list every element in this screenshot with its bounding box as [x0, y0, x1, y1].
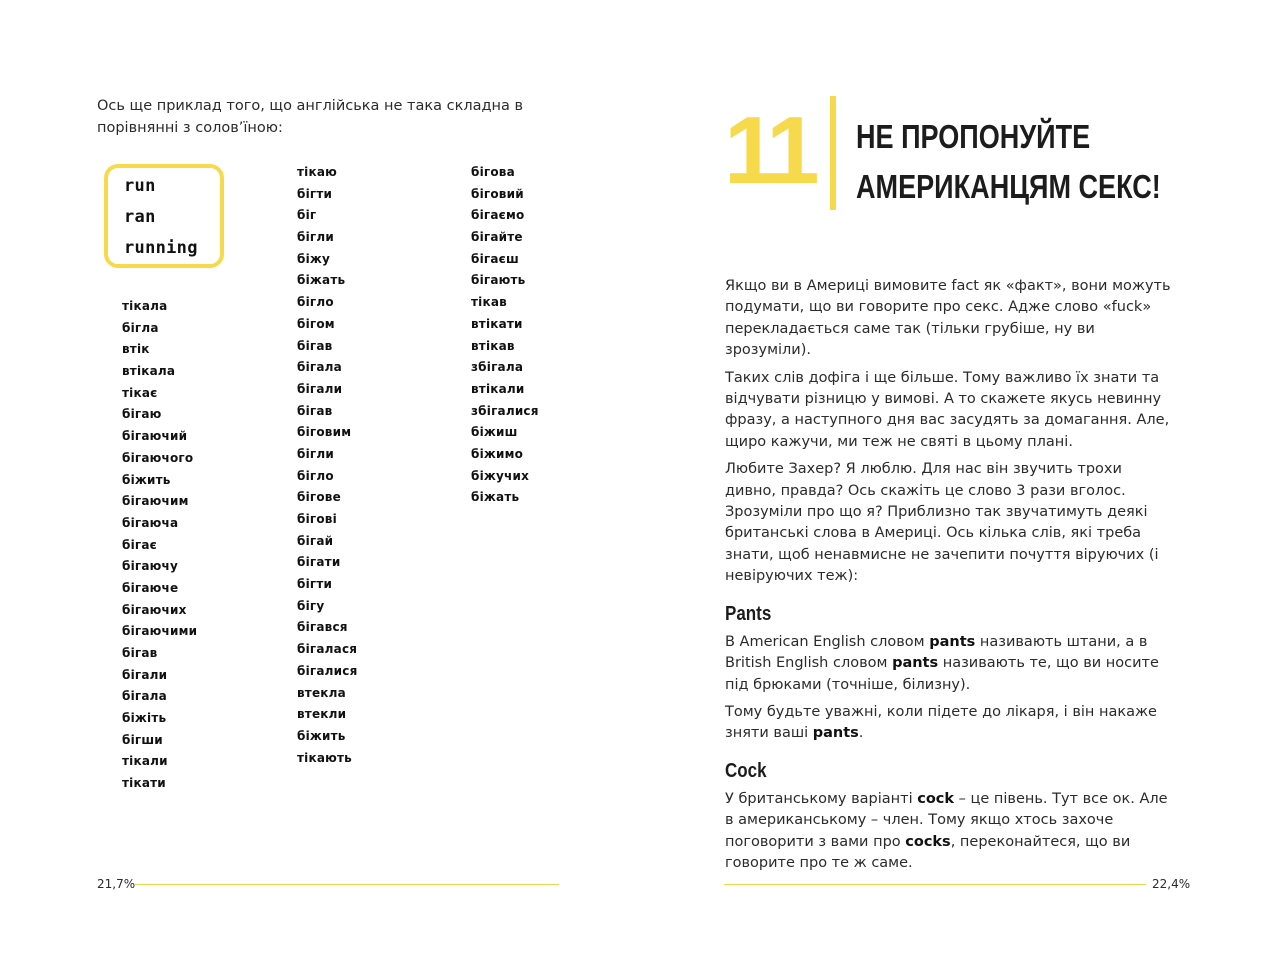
word-item: тікав — [471, 295, 507, 310]
word-item: бігався — [297, 620, 348, 635]
chapter-title-line-2: АМЕРИКАНЦЯМ СЕКС! — [856, 168, 1161, 205]
word-item: біжу — [297, 251, 331, 266]
word-item: бігала — [122, 689, 167, 704]
word-item: бігом — [297, 316, 335, 331]
word-item: бігло — [297, 295, 334, 310]
right-page — [640, 0, 1280, 960]
highlight-word-ran: ran — [124, 207, 156, 227]
pants-paragraph-2: Тому будьте уважні, коли підете до лікаря, і він накаже зняти ваші pants. — [725, 703, 1157, 742]
word-item: втекли — [297, 707, 347, 722]
word-item: бігло — [297, 468, 334, 483]
chapter-divider-bar — [830, 96, 836, 210]
highlight-box — [104, 164, 224, 268]
word-item: бігаючих — [122, 602, 187, 617]
word-item: бігає — [122, 537, 157, 552]
word-item: бігти — [297, 577, 333, 592]
word-item: бігав — [297, 403, 333, 418]
word-item: біг — [297, 208, 317, 223]
word-item: біговим — [297, 425, 352, 440]
word-item: бігали — [297, 381, 343, 396]
word-item: бігаюче — [122, 580, 179, 595]
pants-paragraph-1: В American English словом pants називають штани, а в British English словом pants називають те, що ви носите під брюками (точніше, білизну). — [725, 633, 1159, 693]
word-item: бігла — [122, 320, 159, 335]
word-item: бігаю — [122, 407, 162, 422]
word-item: бігаєш — [471, 251, 519, 266]
word-column-1 — [122, 296, 197, 795]
word-item: бігають — [471, 273, 526, 288]
heading-pants: Pants — [725, 602, 772, 625]
word-column-2 — [297, 162, 357, 769]
word-item: втекла — [297, 685, 346, 700]
word-item: бігові — [297, 512, 337, 526]
word-item: бігати — [297, 555, 341, 570]
word-item: тікають — [297, 750, 352, 765]
word-item: тікала — [122, 299, 168, 313]
word-item: втікати — [471, 316, 523, 331]
word-item: біжать — [297, 273, 346, 288]
word-item: бігайте — [471, 230, 523, 245]
word-item: біжить — [122, 472, 171, 487]
word-item: втік — [122, 342, 150, 357]
word-item: біжиш — [471, 425, 518, 440]
word-column-3 — [471, 162, 539, 509]
word-item: біговий — [471, 186, 524, 201]
word-item: тікаю — [297, 165, 337, 179]
word-item: бігаючу — [122, 559, 178, 574]
highlight-word-run: run — [124, 176, 156, 196]
word-item: бігове — [297, 490, 341, 505]
cock-paragraph: У британському варіанті cock – це півень. Тут все ок. Але в американському – член. Тому якщо хтось захоче поговорити з вами про cocks, переконайтеся, що ви говорите про те ж саме. — [725, 790, 1168, 871]
word-item: бігаючого — [122, 450, 194, 465]
word-item: бігли — [297, 230, 334, 245]
word-item: бігу — [297, 598, 325, 613]
footer-line-right — [724, 884, 1146, 885]
word-item: бігаюча — [122, 515, 179, 530]
word-item: біжимо — [471, 446, 524, 461]
word-item: бігав — [297, 338, 333, 353]
word-item: біжить — [297, 728, 346, 743]
word-item: бігав — [122, 646, 158, 660]
word-item: збігала — [471, 360, 524, 375]
word-item: бігли — [297, 446, 334, 461]
word-item: бігала — [297, 360, 342, 375]
word-item: бігти — [297, 186, 333, 201]
highlight-word-running: running — [124, 238, 198, 258]
word-item: бігаючими — [122, 624, 198, 639]
paragraph-2: Таких слів дофіга і ще більше. Тому важливо їх знати та відчувати різницю у вимові. А то скажете якусь невинну фразу, а наступного дня вас засудять за домагання. Але, щиро кажучи, ми теж не святі в цьому плані. — [725, 369, 1170, 450]
word-item: бігалися — [297, 663, 358, 678]
word-item: бігова — [471, 165, 515, 179]
word-item: тікає — [122, 385, 158, 400]
paragraph-3: Любите Захер? Я люблю. Для нас він звучить трохи дивно, правда? Ось скажіть це слово 3 рази вголос. Зрозуміли про що я? Приблизно так звучатимуть деякі британські слова в Америці. Ось кілька слів, які треба знати, щоб ненавмисне не зачепити почуття віруючих (і невіруючих теж): — [725, 461, 1159, 585]
chapter-number: 11 — [724, 97, 814, 204]
word-item: втікала — [122, 364, 176, 379]
footer-line-left — [135, 884, 559, 885]
word-item: тікати — [122, 776, 166, 791]
heading-cock: Cock — [725, 759, 767, 782]
word-item: біжучих — [471, 468, 530, 483]
word-item: бігай — [297, 533, 334, 548]
chapter-title — [856, 112, 1161, 212]
word-item: біжіть — [122, 711, 167, 726]
chapter-body — [725, 276, 1177, 880]
word-item: бігаючий — [122, 429, 188, 444]
word-item: втікали — [471, 381, 525, 396]
left-footer — [97, 875, 559, 895]
right-footer — [724, 875, 1191, 895]
chapter-title-line-1: НЕ ПРОПОНУЙТЕ — [856, 118, 1091, 155]
intro-paragraph: Ось ще приклад того, що англійська не така складна в порівнянні з солов’їною: — [97, 98, 524, 136]
word-item: бігаючим — [122, 494, 189, 509]
word-item: бігши — [122, 732, 163, 747]
word-item: тікали — [122, 754, 168, 769]
reading-progress-left: 21,7% — [97, 877, 136, 891]
reading-progress-right: 22,4% — [1152, 877, 1191, 891]
paragraph-1: Якщо ви в Америці вимовите fact як «факт», вони можуть подумати, що ви говорите про секс. Адже слово «fuck» перекладається саме так (тільки грубіше, ну ви зрозуміли). — [725, 278, 1171, 359]
word-item: бігаємо — [471, 208, 525, 223]
word-item: біжать — [471, 490, 520, 505]
word-item: бігалася — [297, 642, 358, 657]
word-item: бігали — [122, 667, 168, 682]
word-item: втікав — [471, 338, 515, 353]
word-item: збігалися — [471, 403, 539, 418]
